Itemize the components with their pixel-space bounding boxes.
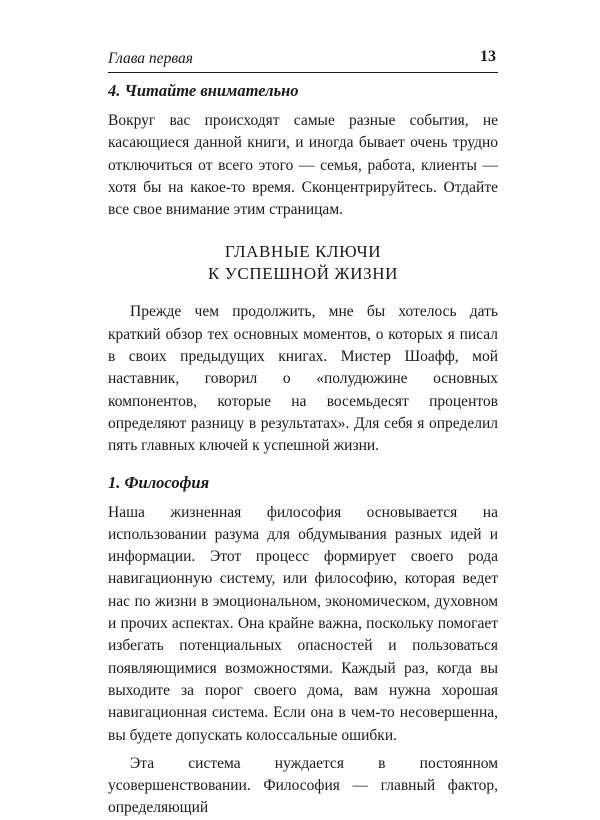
paragraph-philosophy-1: Наша жизненная философия основывается на использовании разума для обдумывания разных идей и информации. Этот процесс формирует своего рода навигационную систему, или философию, которая ведет нас по жизни в эмоциональном, экономическом, духовном и прочих аспектах. Она крайне важна, поскольку помогает избегать потенциальных опасностей и пользоваться появляющимися возможностями. Каждый раз, когда вы выходите за порог своего дома, вам нужна хорошая навигационная система. Если она в чем-то несовершенна, вы будете допускать колоссальные ошибки. [108,503,498,744]
paragraph-read-carefully: Вокруг вас происходят самые разные события, не касающиеся данной книги, и иногда бывает очень трудно отключиться от всего этого — семья, работа, клиенты — хотя бы на какое-то время. Сконцентрируйтесь. Отдайте все свое внимание этим страницам. [108,112,498,219]
section-heading-read-carefully: 4. Читайте внимательно [108,81,299,100]
page-body [108,80,498,820]
page-number: 13 [480,48,496,65]
chapter-title [108,241,498,285]
chapter-title-line-2: К УСПЕШНОЙ ЖИЗНИ [207,264,399,284]
header-rule [108,72,498,73]
paragraph-intro: Прежде чем продолжить, мне бы хотелось дать краткий обзор тех основных моментов, о которых я писал в своих предыдущих книгах. Мистер Шоафф, мой наставник, говорил о «полудюжине основных компонентов, которые на восемьдесят процентов определяют разницу в результатах». Для себя я определил пять главных ключей к успешной жизни. [108,303,498,455]
running-head [108,50,496,68]
section-heading-philosophy: 1. Философия [108,472,210,492]
paragraph-philosophy-2: Эта система нуждается в постоянном усовершенствовании. Философия — главный фактор, определяющий [108,754,498,817]
chapter-label: Глава первая [108,50,193,67]
chapter-title-line-1: ГЛАВНЫЕ КЛЮЧИ [224,242,382,262]
